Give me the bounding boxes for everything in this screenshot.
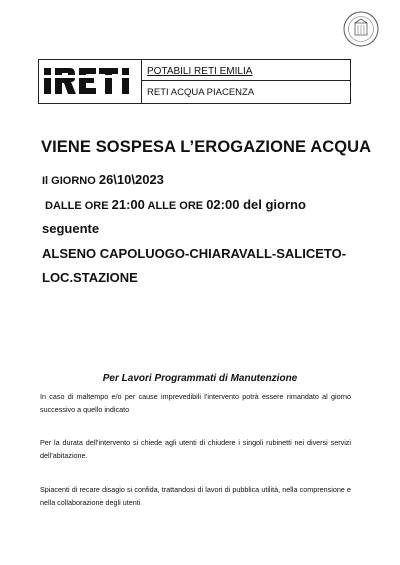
- notice-date: [42, 172, 164, 187]
- location-line2: LOC.STAZIONE: [42, 270, 138, 285]
- time-start: 21:00: [111, 197, 145, 212]
- header-block: [38, 59, 351, 104]
- ireti-logo-icon: [42, 65, 138, 97]
- date-prefix: Il GIORNO: [42, 175, 99, 187]
- ireti-logo: [39, 60, 142, 103]
- date-value: 26\10\2023: [98, 172, 164, 187]
- location-line1: ALSENO CAPOLUOGO-CHIARAVALL-SALICETO-: [42, 246, 347, 261]
- notice-time: [45, 197, 306, 212]
- maintenance-subtitle: Per Lavori Programmati di Manutenzione: [102, 373, 298, 384]
- header-line1: POTABILI RETI EMILIA: [147, 66, 253, 77]
- time-mid: ALLE ORE: [144, 200, 207, 212]
- header-line2: RETI ACQUA PIACENZA: [147, 87, 255, 98]
- paragraph-taps: Per la durata dell’intervento si chiede agli utenti di chiudere i singoli rubinetti nei diversi servizi dell’abitazione.: [40, 438, 351, 460]
- notice-title: VIENE SOSPESA L’EROGAZIONE ACQUA: [41, 138, 372, 156]
- paragraph-apology: Spiacenti di recare disagio si confida, trattandosi di lavori di pubblica utilità, nella comprensione e nella collaborazione degli utenti: [40, 485, 351, 507]
- header-divider: [142, 80, 350, 81]
- paragraph-weather: In caso di maltempo e/o per cause imprevedibili l’intervento potrà essere rimandato al giorno successivo a quello indicato: [40, 392, 351, 414]
- time-suffix: seguente: [42, 221, 100, 236]
- municipal-seal-icon: [342, 10, 380, 48]
- time-prefix: DALLE ORE: [45, 200, 112, 212]
- time-end: 02:00 del giorno: [206, 197, 306, 212]
